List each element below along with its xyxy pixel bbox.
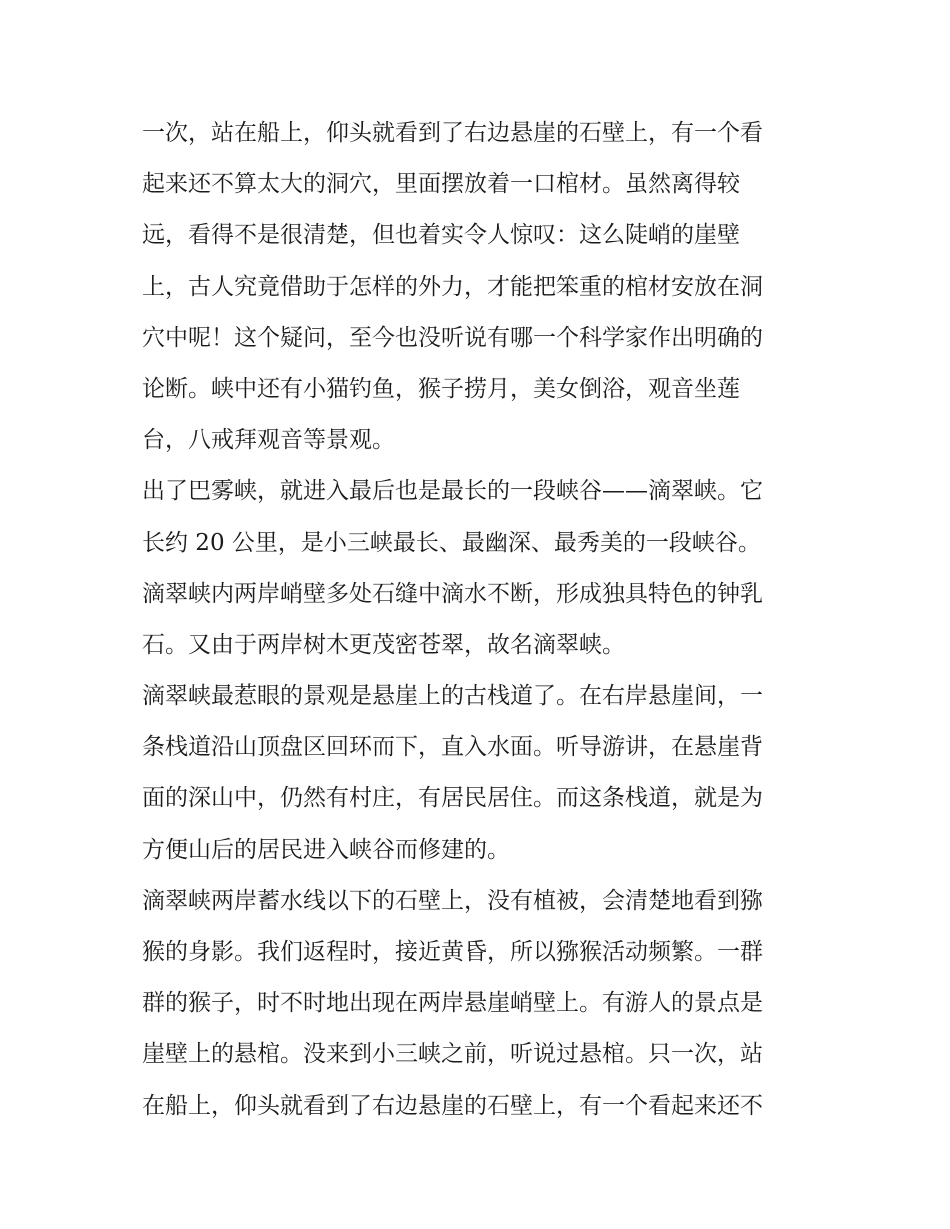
text-line: 一次，站在船上，仰头就看到了右边悬崖的石壁上，有一个看 [142,120,763,146]
text-line: 滴翠峡两岸蓄水线以下的石壁上，没有植被，会清楚地看到猕 [142,887,763,914]
text-line: 起来还不算太大的洞穴，里面摆放着一口棺材。虽然离得较 [142,171,740,198]
text-line: 出了巴雾峡，就进入最后也是最长的一段峡谷——滴翠峡。它 [142,478,763,505]
text-line: 论断。峡中还有小猫钓鱼，猴子捞月，美女倒浴，观音坐莲 [142,375,740,402]
text-line: 穴中呢！这个疑问，至今也没听说有哪一个科学家作出明确的 [142,324,763,351]
text-line: 崖壁上的悬棺。没来到小三峡之前，听说过悬棺。只一次，站 [142,1041,763,1068]
text-line: 石。又由于两岸树木更茂密苍翠，故名滴翠峡。 [142,631,625,658]
text-line: 在船上，仰头就看到了右边悬崖的石壁上，有一个看起来还不 [142,1092,763,1119]
text-line: 滴翠峡内两岸峭壁多处石缝中滴水不断，形成独具特色的钟乳 [142,580,763,607]
text-line: 长约 20 公里，是小三峡最长、最幽深、最秀美的一段峡谷。 [142,529,761,556]
text-line: 方便山后的居民进入峡谷而修建的。 [142,836,510,863]
text-line: 滴翠峡最惹眼的景观是悬崖上的古栈道了。在右岸悬崖间，一 [142,683,763,710]
text-line: 猴的身影。我们返程时，接近黄昏，所以猕猴活动频繁。一群 [142,939,763,965]
text-line: 面的深山中，仍然有村庄，有居民居住。而这条栈道，就是为 [142,785,763,812]
text-line: 群的猴子，时不时地出现在两岸悬崖峭壁上。有游人的景点是 [142,990,763,1017]
text-line: 远，看得不是很清楚，但也着实令人惊叹：这么陡峭的崖壁 [142,222,740,249]
body-text [142,108,822,1132]
text-line: 条栈道沿山顶盘区回环而下，直入水面。听导游讲，在悬崖背 [142,734,763,761]
text-line: 上，古人究竟借助于怎样的外力，才能把笨重的棺材安放在洞 [142,273,763,300]
text-line: 台，八戒拜观音等景观。 [142,427,395,454]
